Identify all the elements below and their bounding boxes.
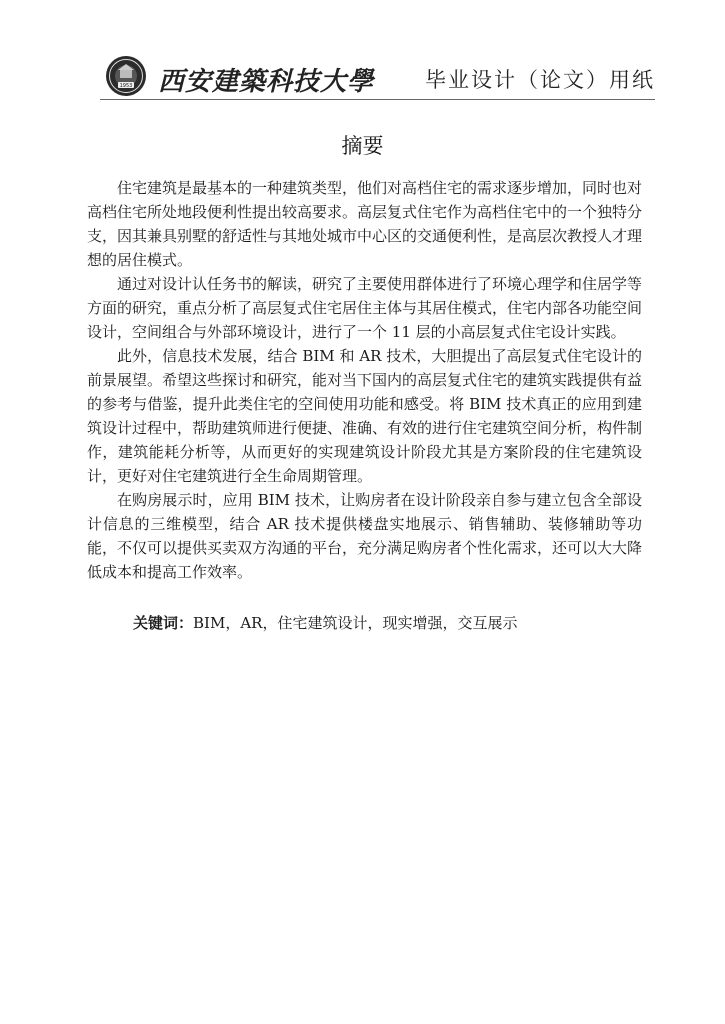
university-name-logotype: 西安建築科技大學 — [158, 67, 375, 97]
university-seal-logo — [105, 55, 147, 97]
abstract-paragraph: 住宅建筑是最基本的一种建筑类型，他们对高档住宅的需求逐步增加，同时也对高档住宅所处地段便利性提出较高要求。高层复式住宅作为高档住宅中的一个独特分支，因其兼具别墅的舒适性与其地处城市中心区的交通便利性，是高层次教授人才理想的居住模式。 — [87, 179, 643, 269]
keywords-label: 关键词： — [133, 614, 194, 632]
paper-type-label: 毕业设计（论文）用纸 — [425, 68, 655, 92]
seal-year: 1953 — [119, 83, 133, 89]
abstract-title: 摘要 — [341, 134, 384, 158]
keywords-list: BIM，AR，住宅建筑设计，现实增强，交互展示 — [193, 614, 518, 632]
abstract-paragraph: 通过对设计认任务书的解读，研究了主要使用群体进行了环境心理学和住居学等方面的研究，重点分析了高层复式住宅居住主体与其居住模式，住宅内部各功能空间设计，空间组合与外部环境设计，进行了一个 11 层的小高层复式住宅设计实践。 — [87, 275, 643, 341]
abstract-paragraph: 在购房展示时，应用 BIM 技术，让购房者在设计阶段亲自参与建立包含全部设计信息的三维模型，结合 AR 技术提供楼盘实地展示、销售辅助、装修辅助等功能，不仅可以提供买卖双方沟通的平台，充分满足购房者个性化需求，还可以大大降低成本和提高工作效率。 — [87, 491, 643, 581]
abstract-body — [87, 176, 642, 584]
abstract-paragraph: 此外，信息技术发展，结合 BIM 和 AR 技术，大胆提出了高层复式住宅设计的前景展望。希望这些探讨和研究，能对当下国内的高层复式住宅的建筑实践提供有益的参考与借鉴，提升此类住宅的空间使用功能和感受。将 BIM 技术真正的应用到建筑设计过程中，帮助建筑师进行便捷、准确、有效的进行住宅建筑空间分析，构件制作，建筑能耗分析等，从而更好的实现建筑设计阶段尤其是方案阶段的住宅建筑设计，更好对住宅建筑进行全生命周期管理。 — [87, 347, 643, 485]
page-header — [103, 55, 655, 97]
keywords-line — [133, 611, 517, 635]
header-divider — [100, 99, 655, 100]
